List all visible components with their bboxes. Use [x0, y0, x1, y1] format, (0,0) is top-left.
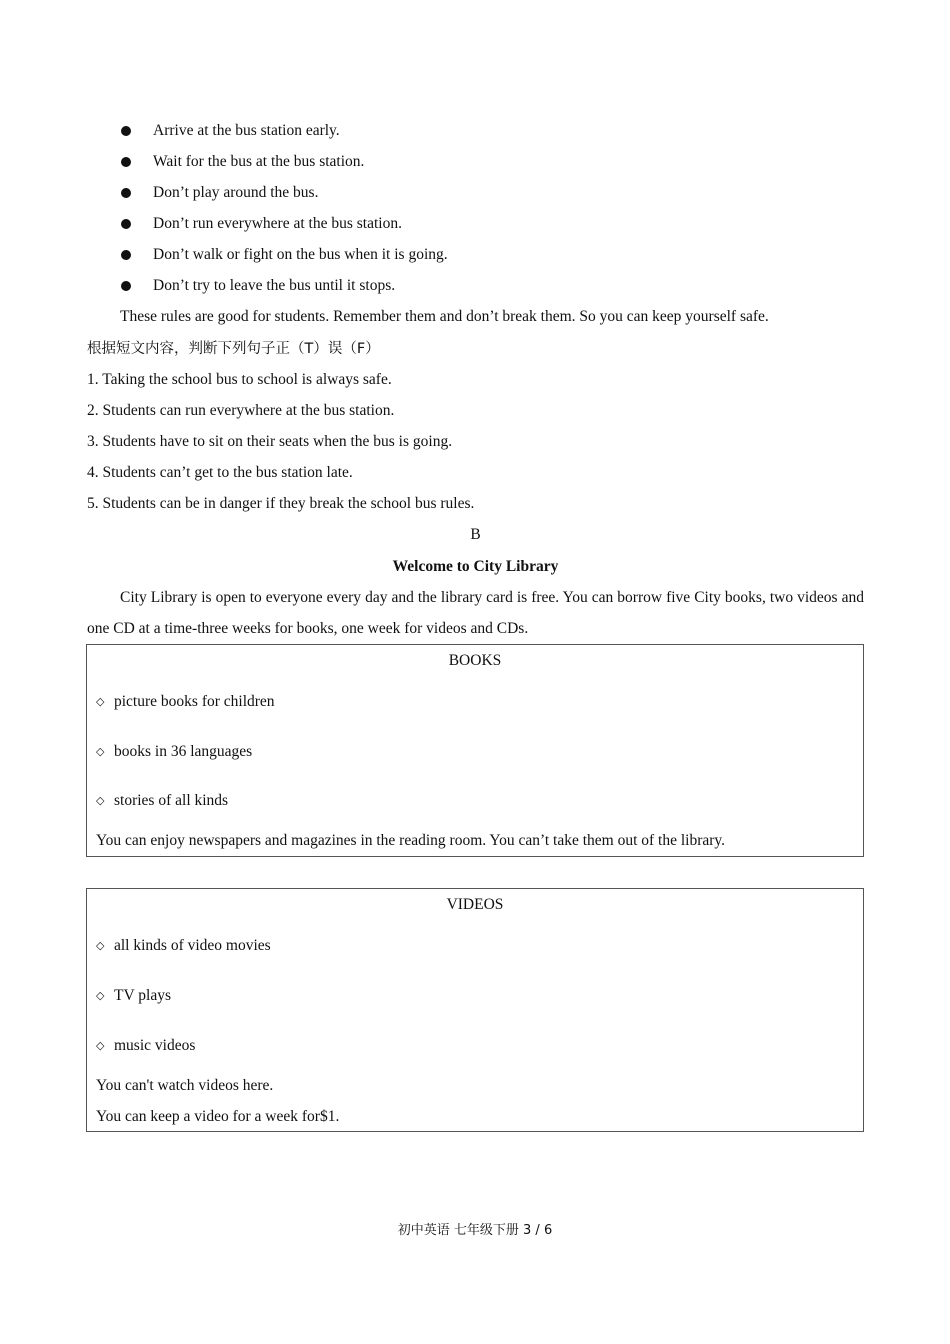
books-note: You can enjoy newspapers and magazines in the reading room. You can’t take them out of the library. [96, 832, 726, 849]
videos-note: You can't watch videos here. [96, 1077, 274, 1094]
diamond-icon: ◇ [96, 990, 105, 1002]
question-item: 1. Taking the school bus to school is always safe. [87, 371, 392, 388]
instruction: 根据短文内容，判断下列句子正（T）误（F） [87, 341, 380, 357]
question-item: 2. Students can run everywhere at the bus station. [87, 402, 395, 419]
page-footer: 初中英语 七年级下册 3 / 6 [397, 1223, 553, 1238]
bullet-icon [121, 188, 131, 198]
videos-item: ◇ TV plays [96, 987, 171, 1004]
bullet-icon [121, 157, 131, 167]
books-box [86, 644, 864, 857]
section-title: Welcome to City Library [392, 558, 559, 575]
bullet-icon [121, 250, 131, 260]
bullet-icon [121, 281, 131, 291]
section-intro: City Library is open to everyone every day and the library card is free. You can borrow five City books, two videos and one CD at a time-three weeks for books, one week for videos and CDs. [87, 589, 864, 637]
bullet-icon [121, 126, 131, 136]
question-item: 5. Students can be in danger if they break the school bus rules. [87, 495, 475, 512]
diamond-icon: ◇ [96, 940, 105, 952]
question-item: 4. Students can’t get to the bus station late. [87, 464, 353, 481]
rule-item: Don’t walk or fight on the bus when it is going. [153, 246, 448, 263]
books-item: ◇ stories of all kinds [96, 792, 229, 809]
question-item: 3. Students have to sit on their seats when the bus is going. [87, 433, 453, 450]
rules-summary: These rules are good for students. Remember them and don’t break them. So you can keep yourself safe. [120, 308, 769, 325]
books-item: ◇ books in 36 languages [96, 743, 253, 760]
videos-box [86, 888, 864, 1132]
diamond-icon: ◇ [96, 1040, 105, 1052]
rule-item: Wait for the bus at the bus station. [153, 153, 365, 170]
rule-item: Arrive at the bus station early. [153, 122, 340, 139]
videos-note: You can keep a video for a week for$1. [96, 1108, 340, 1125]
rule-item: Don’t play around the bus. [153, 184, 319, 201]
videos-item: ◇ music videos [96, 1037, 196, 1054]
videos-title: VIDEOS [446, 896, 504, 913]
bullet-icon [121, 219, 131, 229]
section-letter: B [470, 526, 481, 543]
books-title: BOOKS [448, 652, 502, 669]
videos-item: ◇ all kinds of video movies [96, 937, 271, 954]
diamond-icon: ◇ [96, 746, 105, 758]
books-item: ◇ picture books for children [96, 693, 275, 710]
rule-item: Don’t run everywhere at the bus station. [153, 215, 402, 232]
diamond-icon: ◇ [96, 795, 105, 807]
rule-item: Don’t try to leave the bus until it stops. [153, 277, 396, 294]
diamond-icon: ◇ [96, 696, 105, 708]
